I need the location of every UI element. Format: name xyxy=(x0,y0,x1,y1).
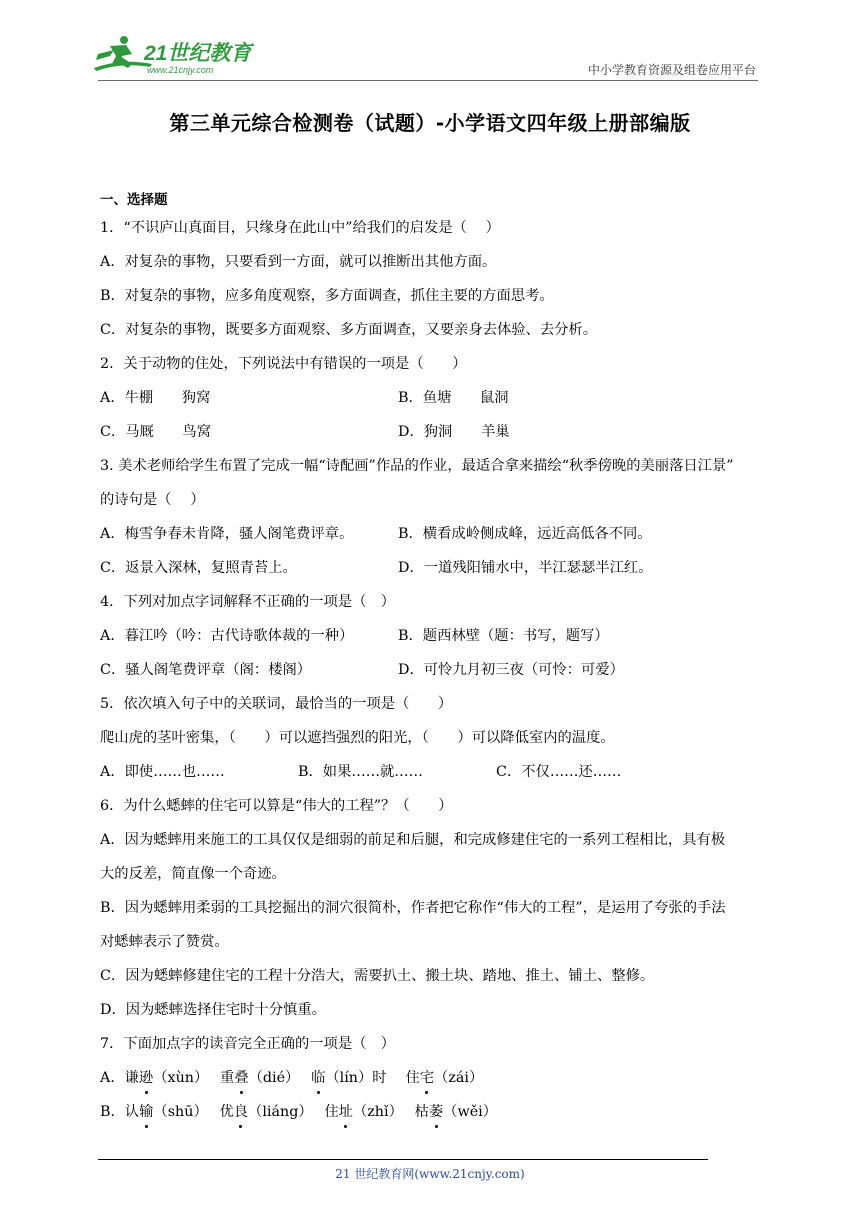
dotted-char: 输 xyxy=(139,1100,153,1124)
dotted-char: 萎 xyxy=(429,1100,443,1124)
dotted-char: 良 xyxy=(234,1100,248,1124)
dotted-char: 逊 xyxy=(139,1066,153,1090)
footer-divider xyxy=(98,1159,708,1160)
dotted-char: 址 xyxy=(339,1100,353,1124)
svg-text:www.21cnjy.com: www.21cnjy.com xyxy=(147,65,214,75)
question-5-option-c[interactable]: C．不仅……还…… xyxy=(496,764,622,780)
option-text: （shū） 优 xyxy=(153,1104,234,1120)
question-7-option-a[interactable] xyxy=(100,1066,765,1100)
question-3-option-d[interactable]: D．一道残阳铺水中，半江瑟瑟半江红。 xyxy=(398,560,653,576)
option-text: （zái） xyxy=(434,1070,484,1086)
header-divider xyxy=(98,80,758,81)
question-6-stem: 6．为什么蟋蟀的住宅可以算是“伟大的工程”？（ ） xyxy=(100,798,453,814)
option-text: （xùn） 重 xyxy=(153,1070,235,1086)
question-2-options-row1 xyxy=(100,386,765,420)
question-3-options-row2 xyxy=(100,556,765,590)
question-6-option-a-cont: 大的反差，简直像一个奇迹。 xyxy=(100,866,286,882)
question-4-option-d[interactable]: D．可怜九月初三夜（可怜：可爱） xyxy=(398,662,624,678)
option-text: （dié） xyxy=(248,1070,312,1086)
option-text: B．认 xyxy=(100,1104,140,1120)
question-2-stem: 2．关于动物的住处，下列说法中有错误的一项是（ ） xyxy=(100,356,467,372)
option-text: （wěi） xyxy=(443,1104,498,1120)
question-3-stem: 3. 美术老师给学生布置了完成一幅“诗配画”作品的作业，最适合拿来描绘“秋季傍晚的美丽落日江景” xyxy=(100,458,734,474)
question-4-stem: 4．下列对加点字词解释不正确的一项是（ ） xyxy=(100,594,396,610)
question-3-option-a[interactable]: A．梅雪争春未肯降，骚人阁笔费评章。 xyxy=(100,526,354,542)
question-6-option-b-cont: 对蟋蟀表示了赞赏。 xyxy=(100,934,229,950)
question-2-options-row2 xyxy=(100,420,765,454)
option-text: （liáng） 住 xyxy=(248,1104,339,1120)
question-1-option-a[interactable]: A．对复杂的事物，只要看到一方面，就可以推断出其他方面。 xyxy=(100,254,497,270)
question-1-option-b[interactable]: B．对复杂的事物，应多角度观察，多方面调查，抓住主要的方面思考。 xyxy=(100,288,554,304)
option-text: （lín）时 住 xyxy=(325,1070,420,1086)
logo xyxy=(92,34,262,78)
question-1-option-c[interactable]: C．对复杂的事物，既要多方面观察、多方面调查，又要亲身去体验、去分析。 xyxy=(100,322,598,338)
question-2-option-a[interactable]: A．牛棚 狗窝 xyxy=(100,390,211,406)
option-text: A．谦 xyxy=(100,1070,139,1086)
dotted-char: 临 xyxy=(311,1066,325,1090)
question-3-option-b[interactable]: B．横看成岭侧成峰，远近高低各不同。 xyxy=(398,526,652,542)
question-2-option-b[interactable]: B．鱼塘 鼠洞 xyxy=(398,390,509,406)
question-5-sentence: 爬山虎的茎叶密集，（ ）可以遮挡强烈的阳光，（ ）可以降低室内的温度。 xyxy=(100,730,615,746)
question-7-stem: 7．下面加点字的读音完全正确的一项是（ ） xyxy=(100,1036,396,1052)
footer-link[interactable]: 21 世纪教育网(www.21cnjy.com) xyxy=(335,1167,525,1181)
question-4-option-a[interactable]: A．暮江吟（吟：古代诗歌体裁的一种） xyxy=(100,628,354,644)
question-2-option-d[interactable]: D．狗洞 羊巢 xyxy=(398,424,510,440)
question-7-option-b[interactable] xyxy=(100,1100,765,1134)
question-4-options-row1 xyxy=(100,624,765,658)
question-3-options-row1 xyxy=(100,522,765,556)
runner-logo-icon xyxy=(92,34,262,78)
question-4-options-row2 xyxy=(100,658,765,692)
svg-text:21世纪教育: 21世纪教育 xyxy=(144,42,252,65)
dotted-char: 叠 xyxy=(234,1066,248,1090)
question-3-option-c[interactable]: C．返景入深林，复照青苔上。 xyxy=(100,560,297,576)
question-4-option-b[interactable]: B．题西林壁（题：书写，题写） xyxy=(398,628,609,644)
platform-label: 中小学教育资源及组卷应用平台 xyxy=(587,63,756,77)
exam-content xyxy=(100,188,765,1134)
question-6-option-c[interactable]: C．因为蟋蟀修建住宅的工程十分浩大，需要扒土、搬土块、踏地、推土、铺土、整修。 xyxy=(100,968,655,984)
question-2-option-c[interactable]: C．马厩 鸟窝 xyxy=(100,424,212,440)
question-5-options xyxy=(100,760,765,794)
page-header xyxy=(0,0,860,84)
question-6-option-d[interactable]: D．因为蟋蟀选择住宅时十分慎重。 xyxy=(100,1002,326,1018)
question-6-option-b[interactable]: B．因为蟋蟀用柔弱的工具挖掘出的洞穴很简朴，作者把它称作“伟大的工程”，是运用了夸张的手法 xyxy=(100,900,726,916)
question-5-stem: 5．依次填入句子中的关联词，最恰当的一项是（ ） xyxy=(100,696,453,712)
question-5-option-b[interactable]: B．如果……就…… xyxy=(298,764,423,780)
question-1-stem: 1．“不识庐山真面目，只缘身在此山中”给我们的启发是（ ） xyxy=(100,220,500,236)
dotted-char: 宅 xyxy=(420,1066,434,1090)
page-title: 第三单元综合检测卷（试题）-小学语文四年级上册部编版 xyxy=(169,111,691,135)
question-3-stem-cont: 的诗句是（ ） xyxy=(100,492,205,508)
section-heading: 一、选择题 xyxy=(100,192,168,208)
question-5-option-a[interactable]: A．即使……也…… xyxy=(100,764,225,780)
question-6-option-a[interactable]: A．因为蟋蟀用来施工的工具仅仅是细弱的前足和后腿，和完成修建住宅的一系列工程相比，具有极 xyxy=(100,832,726,848)
question-4-option-c[interactable]: C．骚人阁笔费评章（阁：楼阁） xyxy=(100,662,312,678)
option-text: （zhǐ） 枯 xyxy=(352,1104,429,1120)
